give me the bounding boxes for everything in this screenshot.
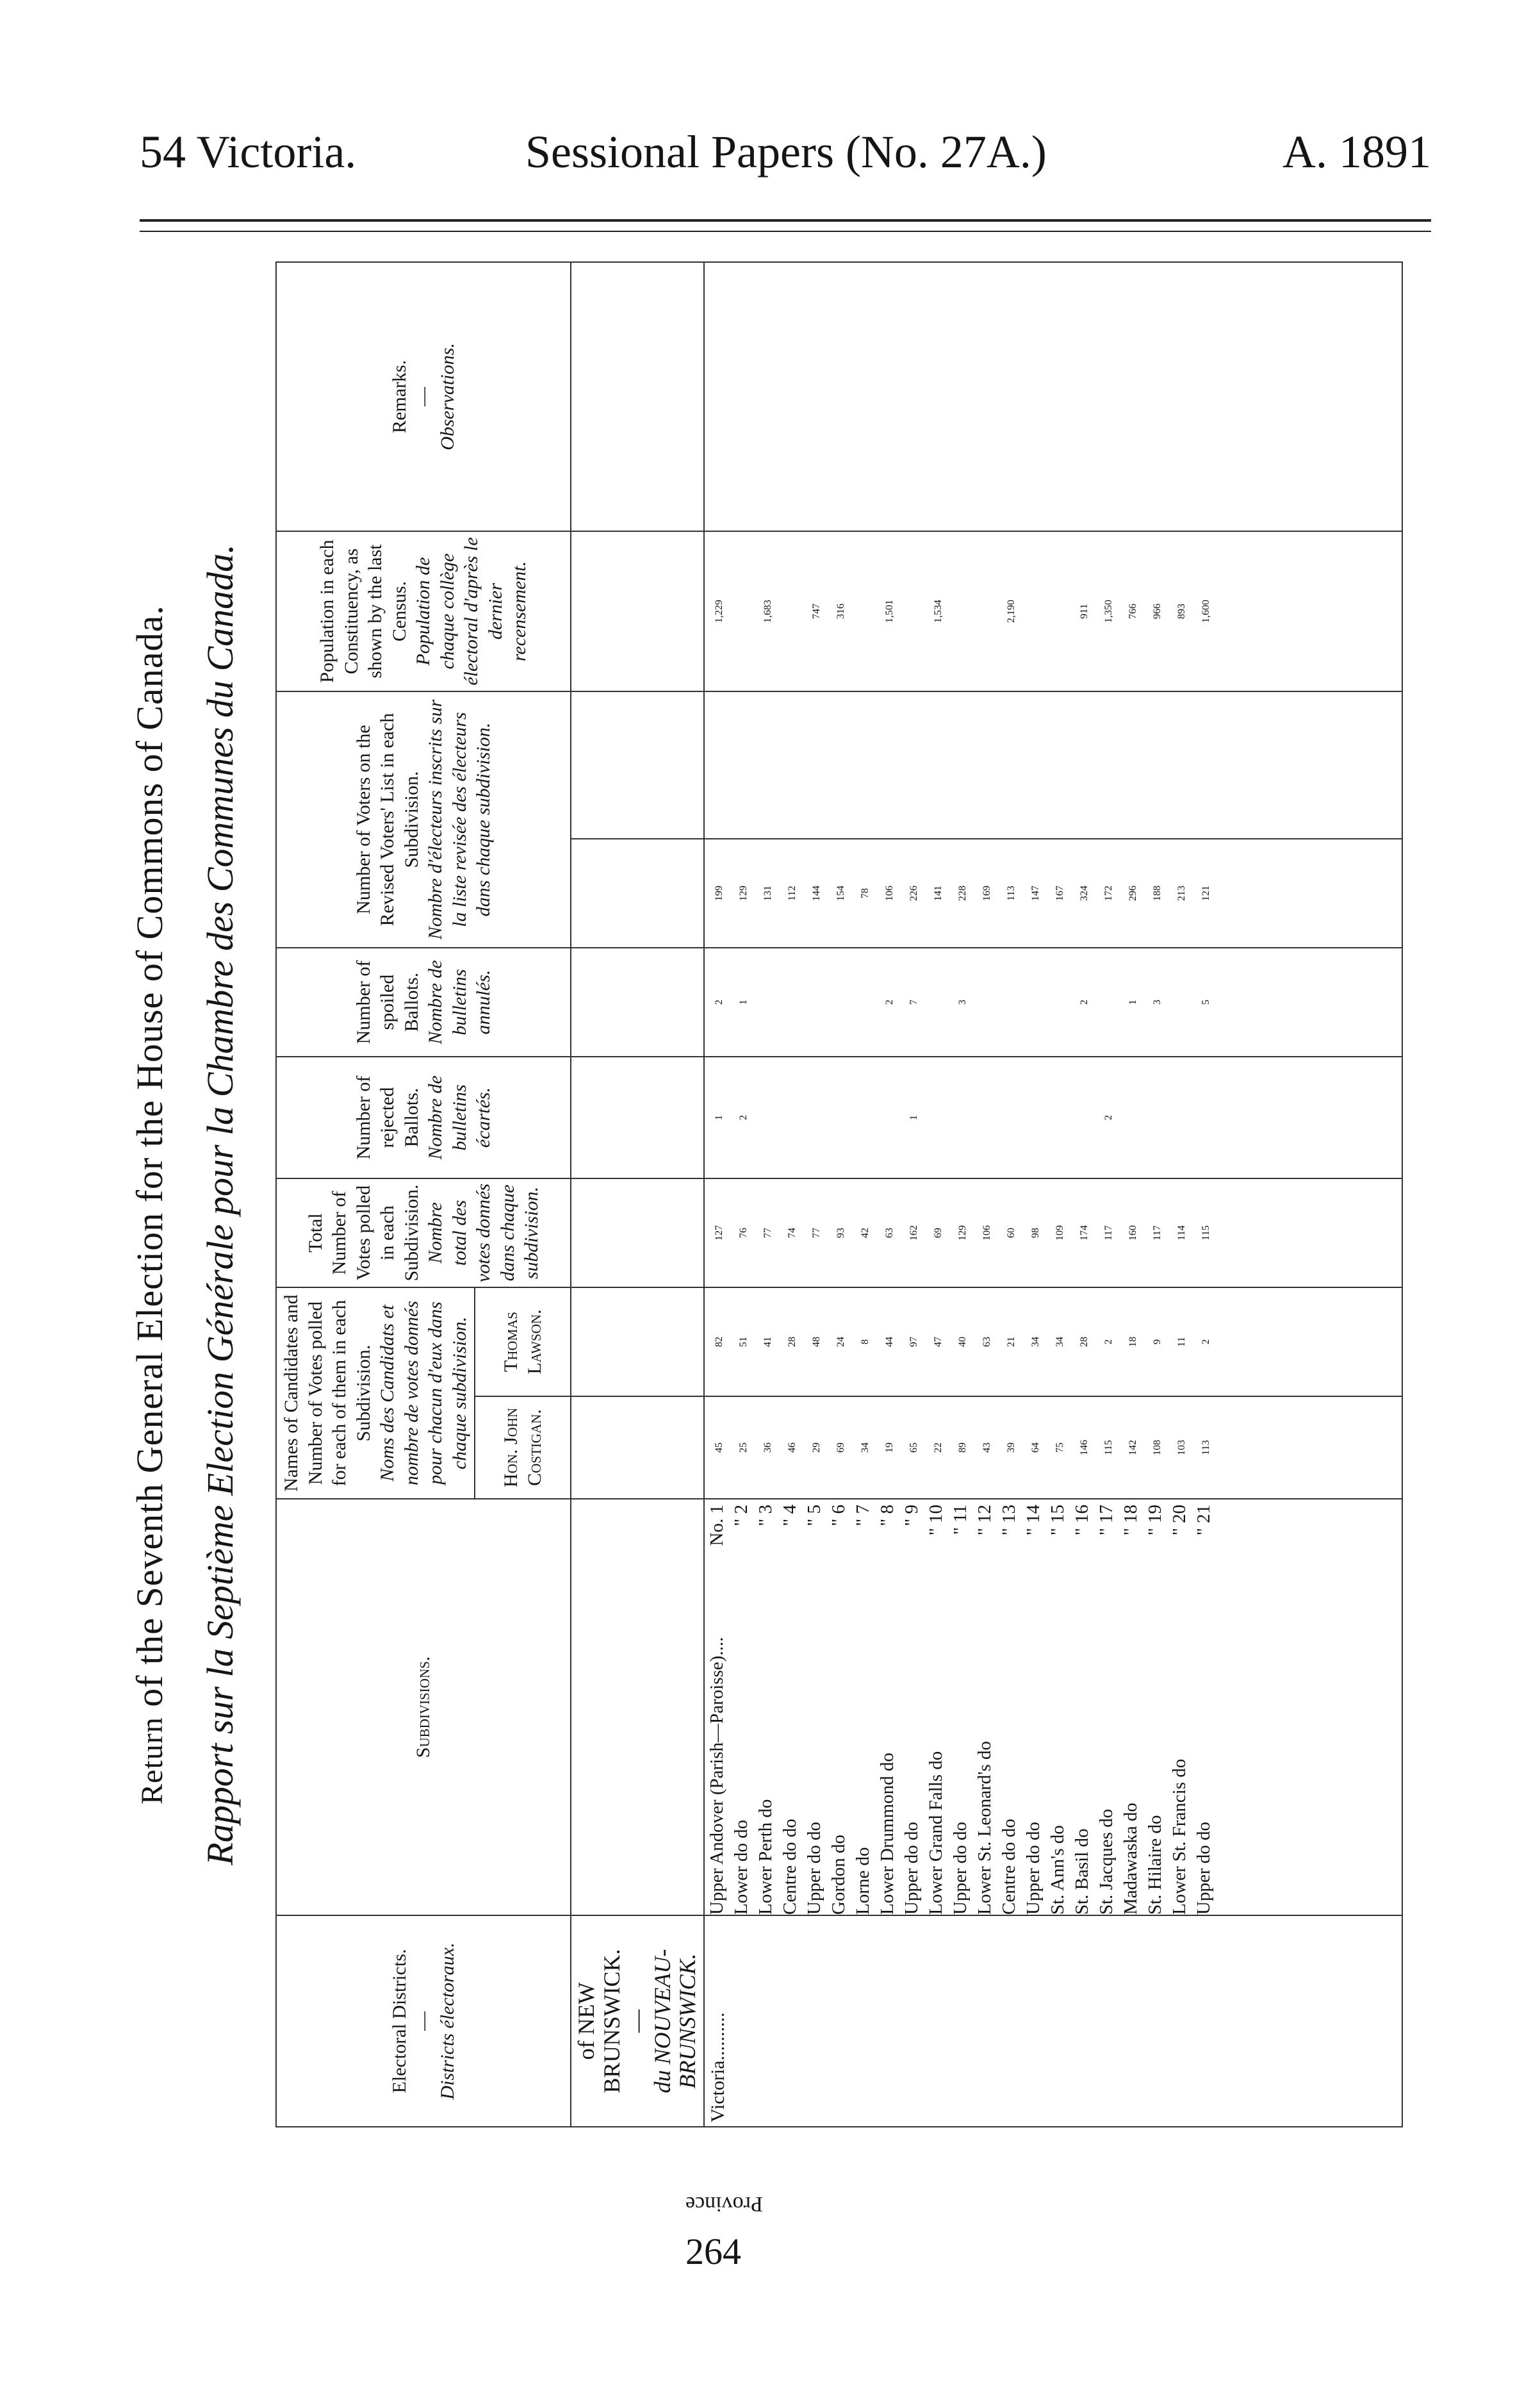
population [1024, 536, 1048, 687]
spoiled-ballots: 2 [713, 999, 725, 1005]
population: 1,683 [762, 599, 773, 623]
lawson-votes: 34 [1054, 1337, 1065, 1347]
subdivision-name: Upper Andover (Parish—Paroisse).... [706, 1637, 727, 1915]
lawson-votes: 11 [1175, 1337, 1187, 1347]
subdivision-number: " 11 [949, 1505, 971, 1535]
voters-on-list: 213 [1175, 885, 1187, 901]
costigan-votes: 65 [908, 1442, 919, 1453]
spoiled-ballots [780, 952, 805, 1052]
subdivision-name: Lower St. Leonard's do [974, 1741, 995, 1915]
subdivision-name: Upper do do [803, 1822, 824, 1915]
rejected-ballots [1121, 1061, 1145, 1174]
rejected-ballots: 2 [1102, 1114, 1114, 1120]
subdivision-number: " 19 [1144, 1505, 1165, 1536]
header-session: 54 Victoria. [140, 126, 357, 178]
subdivision-number: " 6 [828, 1505, 849, 1526]
col-candidates: Names of Candidates and Number of Votes polled for each of them in each Subdivision. Noms des Candidats et nombre de votes donnés pour chacun d'eux dans chaque subdivision. [276, 1287, 475, 1499]
voters-on-list: 144 [810, 885, 822, 901]
subdivision-name: Lower Drummond do [876, 1753, 897, 1915]
population: 747 [810, 603, 822, 619]
population: 1,534 [932, 599, 944, 623]
subdivision-name: Gordon do [828, 1835, 849, 1915]
lawson-votes: 97 [908, 1337, 919, 1347]
total-votes: 127 [713, 1225, 725, 1241]
lawson-votes: 34 [1029, 1337, 1041, 1347]
remarks-cell [704, 262, 1402, 531]
total-votes: 74 [786, 1227, 798, 1238]
population: 2,190 [1005, 599, 1017, 623]
voters-on-list: 296 [1127, 885, 1138, 901]
population: 1,600 [1200, 599, 1211, 623]
voters-on-list: 172 [1102, 885, 1114, 901]
title-french: Rapport sur la Septième Election Générale pour la Chambre des Communes du Canada. [199, 544, 241, 1865]
lawson-votes: 9 [1151, 1339, 1163, 1344]
lawson-votes: 8 [859, 1339, 871, 1344]
total-votes: 174 [1078, 1225, 1090, 1241]
total-votes: 93 [835, 1227, 846, 1238]
population: 911 [1078, 604, 1090, 619]
costigan-votes: 36 [762, 1442, 773, 1453]
subdivision-number: " 2 [730, 1505, 751, 1526]
header-rule-thin [140, 231, 1431, 232]
header-sessional-papers: Sessional Papers (No. 27A.) [525, 126, 1047, 178]
spoiled-ballots [1024, 952, 1048, 1052]
subdivision-name: Lower do do [730, 1819, 751, 1915]
lawson-votes: 40 [956, 1337, 968, 1347]
costigan-votes: 34 [859, 1442, 871, 1453]
population [732, 536, 756, 687]
spoiled-ballots [1097, 952, 1121, 1052]
spoiled-ballots [829, 952, 853, 1052]
total-votes: 115 [1200, 1225, 1211, 1241]
voters-on-list: 106 [883, 885, 895, 901]
population: 316 [835, 603, 846, 619]
costigan-votes: 69 [835, 1442, 846, 1453]
subdivision-name: Upper do do [949, 1822, 971, 1915]
lawson-votes: 48 [810, 1337, 822, 1347]
voters-on-list: 199 [713, 885, 725, 901]
col-remarks: Remarks. — Observations. [276, 262, 571, 531]
district-name: Victoria.......... [704, 1915, 1402, 2127]
subdivision-name: Upper do do [1193, 1822, 1214, 1915]
spoiled-ballots: 2 [883, 999, 895, 1005]
voters-on-list: 188 [1151, 885, 1163, 901]
col-electoral-districts: Electoral Districts. — Districts électoraux. [276, 1915, 571, 2127]
population: 893 [1175, 603, 1187, 619]
rejected-ballots [780, 1061, 805, 1174]
total-votes: 162 [908, 1225, 919, 1241]
subdivision-number: " 14 [1022, 1505, 1044, 1536]
subdivision-number: " 7 [852, 1505, 873, 1526]
spoiled-ballots: 1 [737, 999, 749, 1005]
subdivision-name: Madawaska do [1120, 1803, 1141, 1915]
rejected-ballots [1072, 1061, 1097, 1174]
spoiled-ballots: 5 [1200, 999, 1211, 1005]
rejected-ballots [853, 1061, 878, 1174]
province-label: Province [685, 2192, 763, 2216]
subdivision-number: " 10 [925, 1505, 946, 1536]
lawson-votes: 21 [1005, 1337, 1017, 1347]
rotated-page-body [128, 244, 1416, 2166]
population: 1,501 [883, 599, 895, 623]
rejected-ballots [1048, 1061, 1072, 1174]
population: 1,229 [713, 599, 725, 623]
subdivision-name: Lower Grand Falls do [925, 1751, 946, 1915]
population [975, 536, 999, 687]
rejected-ballots [1170, 1061, 1194, 1174]
voters-on-list: 228 [956, 885, 968, 901]
costigan-votes: 64 [1029, 1442, 1041, 1453]
rejected-ballots [999, 1061, 1024, 1174]
voters-on-list: 147 [1029, 885, 1041, 901]
subdivision-number: " 8 [876, 1505, 897, 1526]
voters-on-list: 169 [981, 885, 992, 901]
costigan-votes: 45 [713, 1442, 725, 1453]
voters-on-list: 78 [859, 888, 871, 898]
total-votes: 63 [883, 1227, 895, 1238]
spoiled-ballots [853, 952, 878, 1052]
lawson-votes: 63 [981, 1337, 992, 1347]
subdivision-name: St. Hilaire do [1144, 1815, 1165, 1915]
subdivision-number: " 16 [1071, 1505, 1092, 1536]
costigan-votes: 29 [810, 1442, 822, 1453]
population [853, 536, 878, 687]
lawson-votes: 18 [1127, 1337, 1138, 1347]
subdivision-number: " 13 [998, 1505, 1019, 1536]
subdivision-name: Centre do do [998, 1819, 1019, 1915]
subdivision-name: St. Jacques do [1095, 1808, 1117, 1915]
population [780, 536, 805, 687]
costigan-votes: 142 [1127, 1440, 1138, 1455]
costigan-votes: 22 [932, 1442, 944, 1453]
costigan-votes: 115 [1102, 1440, 1114, 1455]
spoiled-ballots: 3 [956, 999, 968, 1005]
page-number: 264 [685, 2231, 741, 2272]
lawson-votes: 24 [835, 1337, 846, 1347]
costigan-votes: 43 [981, 1442, 992, 1453]
col-candidate-costigan: Hon. John Costigan. [475, 1396, 571, 1499]
costigan-votes: 19 [883, 1442, 895, 1453]
lawson-votes: 2 [1200, 1339, 1211, 1344]
rejected-ballots [926, 1061, 951, 1174]
province-cell: of NEW BRUNSWICK. — du NOUVEAU-BRUNSWICK. [571, 1915, 704, 2127]
subdivision-name: Lorne do [852, 1847, 873, 1915]
col-population: Population in each Constituency, as shown by the last Census. Population de chaque collège électoral d'après le dernier recensement. [276, 531, 571, 691]
spoiled-ballots: 3 [1151, 999, 1163, 1005]
election-return-table [275, 261, 1403, 2127]
voters-on-list: 112 [786, 886, 798, 901]
costigan-votes: 39 [1005, 1442, 1017, 1453]
col-spoiled-ballots: Number of spoiled Ballots. Nombre de bulletins annulés. [276, 948, 571, 1057]
total-votes: 77 [810, 1227, 822, 1238]
subdivision-name: Upper do do [901, 1822, 922, 1915]
lawson-votes: 28 [786, 1337, 798, 1347]
subdivision-number: " 18 [1120, 1505, 1141, 1536]
population: 1,350 [1102, 599, 1114, 623]
col-candidate-lawson: Thomas Lawson. [475, 1287, 571, 1396]
subdivision-name: St. Basil do [1071, 1828, 1092, 1915]
header-rule [140, 219, 1431, 222]
costigan-votes: 113 [1200, 1440, 1211, 1455]
spoiled-ballots [975, 952, 999, 1052]
costigan-votes: 75 [1054, 1442, 1065, 1453]
costigan-votes: 103 [1175, 1440, 1187, 1455]
spoiled-ballots [1170, 952, 1194, 1052]
spoiled-ballots [756, 952, 780, 1052]
total-votes: 76 [737, 1227, 749, 1238]
voters-on-list: 131 [762, 885, 773, 901]
total-votes: 114 [1175, 1225, 1187, 1241]
population [902, 536, 926, 687]
population: 766 [1127, 603, 1138, 619]
lawson-votes: 44 [883, 1337, 895, 1347]
costigan-votes: 89 [956, 1442, 968, 1453]
subdivision-name: Centre do do [779, 1819, 800, 1915]
total-votes: 98 [1029, 1227, 1041, 1238]
voters-on-list: 141 [932, 885, 944, 901]
rejected-ballots: 1 [713, 1114, 725, 1120]
population [951, 536, 975, 687]
voters-on-list: 113 [1005, 886, 1017, 901]
lawson-votes: 47 [932, 1337, 944, 1347]
rejected-ballots [951, 1061, 975, 1174]
total-votes: 106 [981, 1225, 992, 1241]
spoiled-ballots: 7 [908, 999, 919, 1005]
subdivision-number: " 12 [974, 1505, 995, 1536]
voters-on-list: 226 [908, 885, 919, 901]
total-votes: 109 [1054, 1225, 1065, 1241]
total-votes: 129 [956, 1225, 968, 1241]
spoiled-ballots [926, 952, 951, 1052]
voters-on-list: 324 [1078, 885, 1090, 901]
total-votes: 117 [1102, 1225, 1114, 1241]
lawson-votes: 2 [1102, 1339, 1114, 1344]
costigan-votes: 146 [1078, 1440, 1090, 1455]
rejected-ballots [1145, 1061, 1170, 1174]
voters-on-list: 167 [1054, 885, 1065, 901]
subdivision-number: " 15 [1047, 1505, 1068, 1536]
spoiled-ballots [999, 952, 1024, 1052]
col-rejected-ballots: Number of rejected Ballots. Nombre de bulletins écartés. [276, 1057, 571, 1178]
col-voters-list: Number of Voters on the Revised Voters' List in each Subdivision. Nombre d'électeurs inscrits sur la liste revisée des électeurs dans chaque subdivision. [276, 691, 571, 948]
subdivision-number: " 3 [755, 1505, 776, 1526]
subdivision-number: No. 1 [706, 1505, 727, 1546]
rejected-ballots: 1 [908, 1114, 919, 1120]
rejected-ballots [805, 1061, 829, 1174]
costigan-votes: 108 [1151, 1440, 1163, 1455]
rejected-ballots [878, 1061, 902, 1174]
title-english: Return of the Seventh General Election for the House of Commons of Canada. [129, 605, 170, 1804]
spoiled-ballots: 2 [1078, 999, 1090, 1005]
subdivision-name: St. Ann's do [1047, 1825, 1068, 1915]
subdivision-name: Upper do do [1022, 1822, 1044, 1915]
total-votes: 160 [1127, 1225, 1138, 1241]
lawson-votes: 82 [713, 1337, 725, 1347]
subdivision-number: " 4 [779, 1505, 800, 1526]
total-votes: 117 [1151, 1225, 1163, 1241]
lawson-votes: 51 [737, 1337, 749, 1347]
total-votes: 42 [859, 1227, 871, 1238]
subdivision-number: " 17 [1095, 1505, 1117, 1536]
rejected-ballots: 2 [737, 1114, 749, 1120]
rejected-ballots [756, 1061, 780, 1174]
col-total-votes: Total Number of Votes polled in each Subdivision. Nombre total des votes donnés dans chaque subdivision. [276, 1178, 571, 1287]
subdivision-number: " 9 [901, 1505, 922, 1526]
total-votes: 77 [762, 1227, 773, 1238]
subdivision-number: " 5 [803, 1505, 824, 1526]
subdivision-number: " 21 [1193, 1505, 1214, 1536]
voters-on-list: 154 [835, 885, 846, 901]
rejected-ballots [1194, 1061, 1218, 1174]
total-votes: 60 [1005, 1227, 1017, 1238]
subdivision-number: " 20 [1168, 1505, 1190, 1536]
col-subdivisions: Subdivisions. [276, 1499, 571, 1915]
spoiled-ballots: 1 [1127, 999, 1138, 1005]
voters-on-list: 121 [1200, 885, 1211, 901]
population [1048, 536, 1072, 687]
rejected-ballots [975, 1061, 999, 1174]
spoiled-ballots [805, 952, 829, 1052]
total-votes: 69 [932, 1227, 944, 1238]
subdivision-name: Lower Perth do [755, 1799, 776, 1915]
spoiled-ballots [1048, 952, 1072, 1052]
lawson-votes: 28 [1078, 1337, 1090, 1347]
rejected-ballots [829, 1061, 853, 1174]
voters-on-list: 129 [737, 885, 749, 901]
population: 966 [1151, 603, 1163, 619]
costigan-votes: 25 [737, 1442, 749, 1453]
subdivision-name: Lower St. Francis do [1168, 1758, 1190, 1915]
header-year: A. 1891 [1282, 126, 1431, 178]
lawson-votes: 41 [762, 1337, 773, 1347]
costigan-votes: 46 [786, 1442, 798, 1453]
rejected-ballots [1024, 1061, 1048, 1174]
